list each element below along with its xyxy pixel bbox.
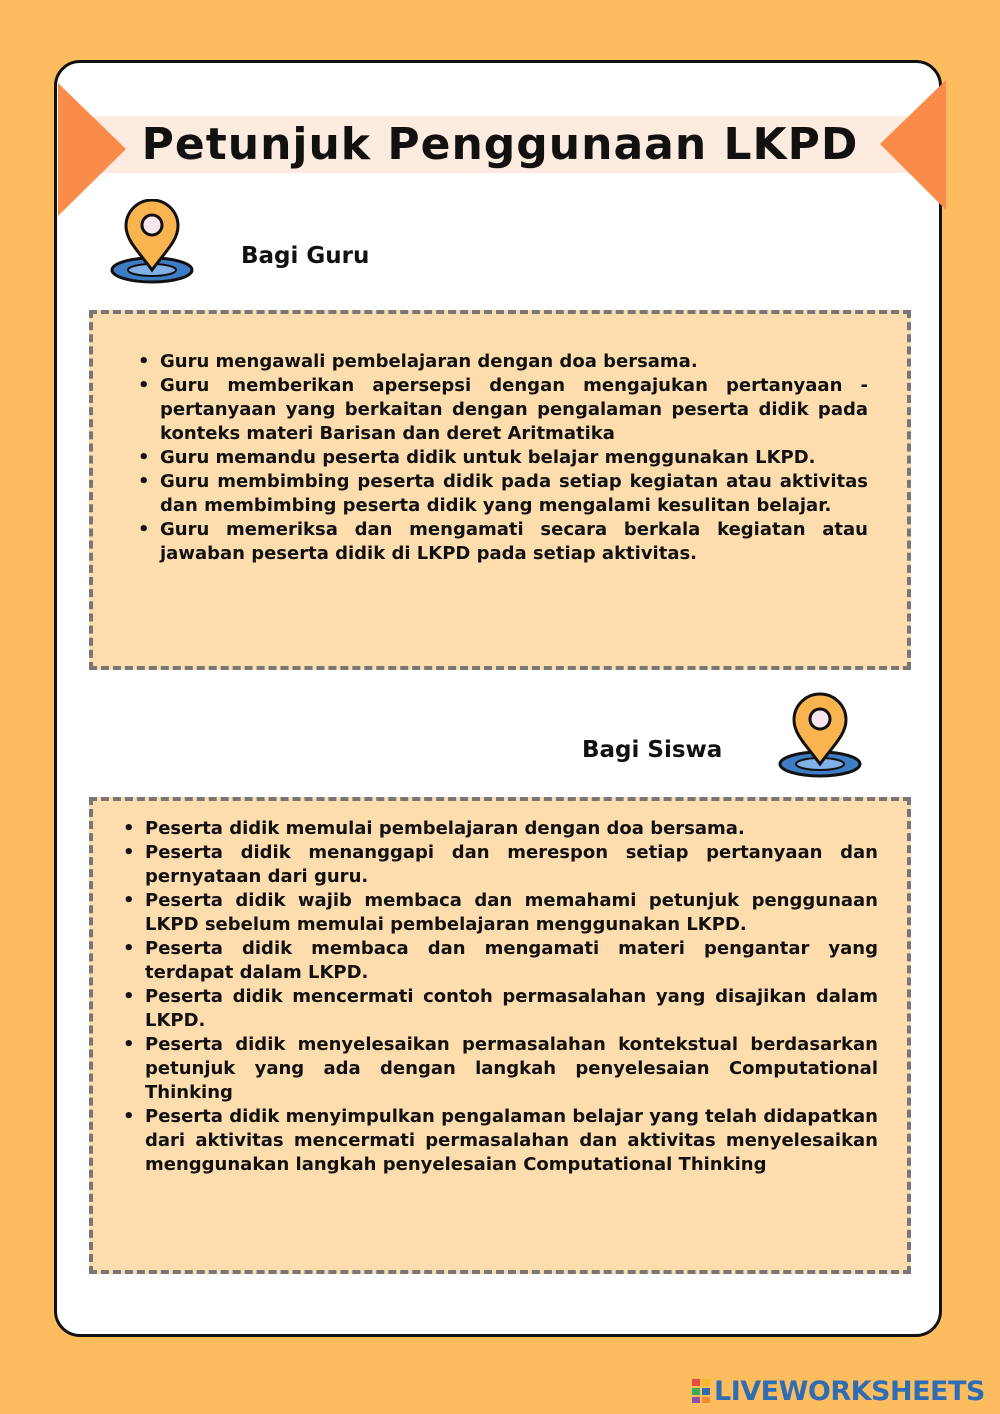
watermark-text: LIVEWORKSHEETS [714, 1375, 985, 1407]
siswa-instructions-box [89, 797, 911, 1274]
list-item: • Peserta didik menyimpulkan pengalaman belajar yang telah didapatkan dari aktivitas mencermati permasalahan dan aktivitas menyelesaikan menggunakan langkah penyelesaian Computational Thinking [123, 1106, 878, 1175]
siswa-list [123, 817, 878, 1177]
location-pin-icon [774, 690, 866, 780]
page-title: Petunjuk Penggunaan LKPD [141, 119, 859, 170]
list-item: • Peserta didik mencermati contoh permasalahan yang disajikan dalam LKPD. [123, 986, 878, 1031]
liveworksheets-logo-icon [692, 1379, 710, 1403]
liveworksheets-watermark[interactable] [692, 1374, 985, 1408]
list-item: • Guru membimbing peserta didik pada setiap kegiatan atau aktivitas dan membimbing peserta didik yang mengalami kesulitan belajar. [138, 471, 868, 516]
list-item: • Guru memandu peserta didik untuk belajar menggunakan LKPD. [138, 447, 816, 468]
guru-heading: Bagi Guru [241, 243, 370, 269]
list-item: • Guru mengawali pembelajaran dengan doa bersama. [138, 351, 698, 372]
list-item: • Guru memberikan apersepsi dengan mengajukan pertanyaan - pertanyaan yang berkaitan dengan pengalaman peserta didik pada konteks materi Barisan dan deret Aritmatika [138, 375, 868, 444]
list-item: • Peserta didik membaca dan mengamati materi pengantar yang terdapat dalam LKPD. [123, 938, 878, 983]
list-item: • Guru memeriksa dan mengamati secara berkala kegiatan atau jawaban peserta didik di LKPD pada setiap aktivitas. [138, 519, 868, 564]
list-item: • Peserta didik menanggapi dan merespon setiap pertanyaan dan pernyataan dari guru. [123, 842, 878, 887]
guru-instructions-box [89, 310, 911, 670]
list-item: • Peserta didik menyelesaikan permasalahan kontekstual berdasarkan petunjuk yang ada dengan langkah penyelesaian Computational Thinking [123, 1034, 878, 1103]
list-item: • Peserta didik memulai pembelajaran dengan doa bersama. [123, 818, 745, 839]
list-item: • Peserta didik wajib membaca dan memahami petunjuk penggunaan LKPD sebelum memulai pembelajaran menggunakan LKPD. [123, 890, 878, 935]
location-pin-icon [106, 199, 198, 289]
guru-list [138, 350, 868, 566]
siswa-heading: Bagi Siswa [582, 737, 723, 763]
